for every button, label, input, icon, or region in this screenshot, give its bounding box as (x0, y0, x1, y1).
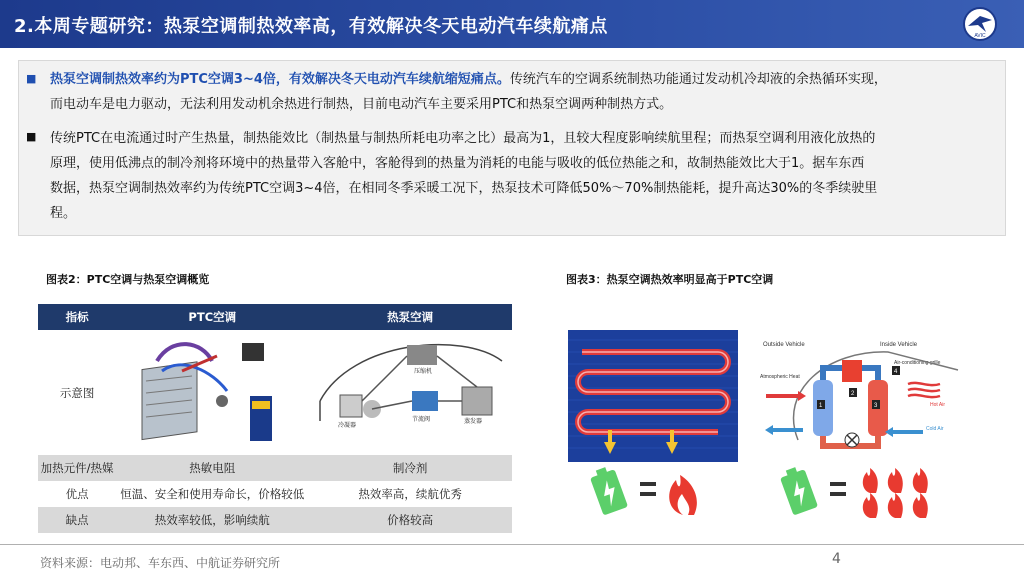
table-row (38, 330, 512, 455)
cold-air-label: Cold Air (926, 426, 944, 432)
table-cell: 恒温、安全和使用寿命长，价格较低 (116, 481, 308, 507)
outside-vehicle-label: Outside Vehicle (763, 342, 805, 348)
ptc-coil-panel (568, 330, 738, 462)
table-header: 指标 (38, 304, 116, 330)
table-cell: 缺点 (38, 507, 116, 533)
page-title: 2.本周专题研究：热泵空调制热效率高，有效解决冬天电动汽车续航痛点 (14, 16, 608, 37)
avic-logo-icon (962, 6, 998, 42)
table-cell: 热敏电阻 (116, 455, 308, 481)
bullet-icon: ■ (26, 72, 37, 85)
table-row (38, 481, 512, 507)
marker-3: 3 (874, 403, 878, 409)
source-note: 资料来源：电动邦、车东西、中航证券研究所 (40, 556, 281, 570)
figure2-title: 图表2：PTC空调与热泵空调概览 (46, 273, 210, 286)
table-cell: 优点 (38, 481, 116, 507)
title-bar (0, 0, 1024, 48)
heat-pump-system-icon (312, 331, 508, 451)
hot-air-label: Hot Air (930, 402, 946, 408)
summary-p2-line3: 数据，热泵空调制热效率约为传统PTC空调3~4倍，在相同冬季采暖工况下，热泵技术可降低50%～70%制热能耗，提升高达30%的冬季续驶里 (50, 181, 878, 196)
heat-pump-illustration (308, 330, 512, 455)
summary-highlight: 热泵空调制热效率约为PTC空调3~4倍，有效解决冬天电动汽车续航缩短痛点。 (50, 72, 510, 87)
table-header: PTC空调 (116, 304, 308, 330)
table-header-row (38, 304, 512, 330)
valve-label: 节流阀 (412, 417, 431, 423)
summary-p2-line2: 原理，使用低沸点的制冷剂将环境中的热量带入客舱中，客舱得到的热量为消耗的电能与吸收的低位热能之和，故制热能效比大于1。据车东西 (50, 156, 865, 171)
table-cell: 价格较高 (308, 507, 512, 533)
condenser-label: 冷凝器 (338, 423, 357, 429)
bullet-icon: ■ (26, 130, 37, 143)
logo-text: AVIC (974, 33, 986, 39)
table-header: 热泵空调 (308, 304, 512, 330)
summary-p1-line2: 而电动车是电力驱动，无法利用发动机余热进行制热，目前电动汽车主要采用PTC和热泵空调两种制热方式。 (50, 97, 673, 112)
summary-paragraph-2 (30, 126, 1000, 226)
table-row (38, 507, 512, 533)
heat-efficiency-illustration (568, 330, 960, 520)
summary-paragraph-1 (30, 67, 1000, 117)
battery-icon (588, 464, 628, 515)
summary-p2-line4: 程。 (50, 206, 77, 221)
table-cell: 加热元件/热媒 (38, 455, 116, 481)
ac-grille-label: Air-conditioning grille (894, 360, 941, 366)
flames-icon (863, 468, 928, 518)
evaporator-label: 蒸发器 (464, 419, 483, 425)
figure3-title: 图表3：热泵空调热效率明显高于PTC空调 (566, 273, 774, 286)
summary-p2-line1: 传统PTC在电流通过时产生热量，制热能效比（制热量与制热所耗电功率之比）最高为1，且较大程度影响续航里程；而热泵空调利用液化放热的 (50, 131, 876, 146)
inside-vehicle-label: Inside Vehicle (880, 342, 918, 348)
atmospheric-heat-label: Atmospheric Heat (760, 374, 800, 380)
ptc-system-icon (132, 331, 292, 451)
marker-2: 2 (851, 391, 855, 397)
table-cell: 制冷剂 (308, 455, 512, 481)
compressor-label: 压缩机 (414, 369, 433, 375)
summary-p1-rest: 传统汽车的空调系统制热功能通过发动机冷却液的余热循环实现， (509, 72, 887, 87)
comparison-table (38, 304, 512, 533)
page-number: 4 (832, 551, 841, 567)
ptc-illustration (116, 330, 308, 455)
heat-pump-energy-equation (778, 464, 928, 518)
footer-divider (0, 544, 1024, 545)
table-row (38, 455, 512, 481)
heat-pump-cycle-diagram (758, 330, 960, 462)
battery-icon (778, 464, 818, 515)
marker-4: 4 (894, 369, 898, 375)
table-cell: 示意图 (38, 330, 116, 455)
ptc-energy-equation (588, 464, 697, 515)
marker-1: 1 (819, 403, 823, 409)
table-cell: 热效率高，续航优秀 (308, 481, 512, 507)
table-cell: 热效率较低，影响续航 (116, 507, 308, 533)
